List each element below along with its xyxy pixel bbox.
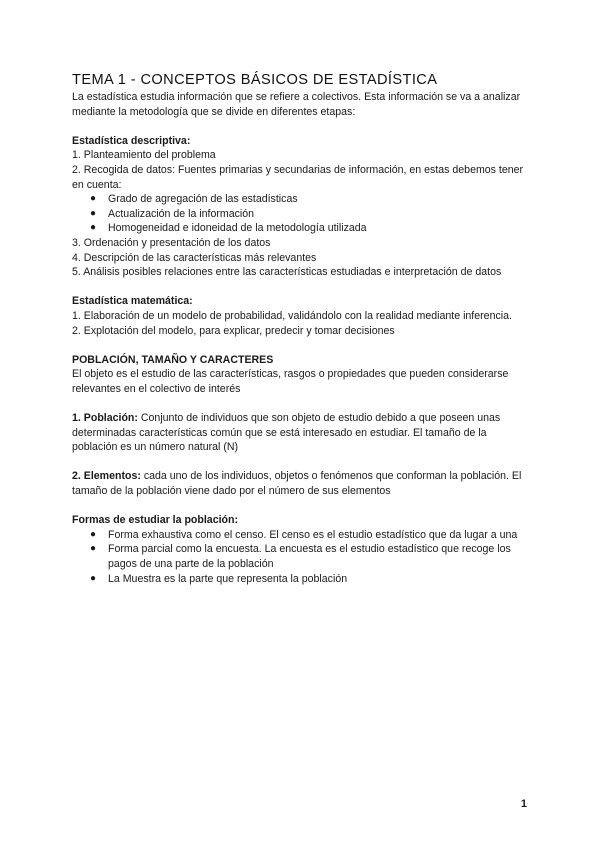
page-number: 1 <box>520 798 527 810</box>
list-item <box>90 572 534 587</box>
list-item-text: Actualización de la información <box>108 207 255 220</box>
formas-bullet-list <box>72 528 534 586</box>
poblacion-heading: POBLACIÓN, TAMAÑO Y CARACTERES <box>72 353 274 366</box>
bullet-icon: ● <box>90 543 97 555</box>
bullet-icon: ● <box>90 222 97 234</box>
list-item-text: Homogeneidad e idoneidad de la metodología utilizada <box>108 222 367 235</box>
document-page <box>72 70 534 586</box>
list-item-text: La Muestra es la parte que representa la población <box>108 572 348 585</box>
descriptiva-item-5: 5. Análisis posibles relaciones entre las características estudiadas e interpretación de datos <box>72 266 502 279</box>
matematica-heading: Estadística matemática: <box>72 295 193 308</box>
elementos-definition <box>72 469 534 498</box>
list-item <box>90 192 534 207</box>
bullet-icon: ● <box>90 572 97 584</box>
list-item <box>90 528 534 543</box>
document-title: TEMA 1 - CONCEPTOS BÁSICOS DE ESTADÍSTICA <box>72 72 438 88</box>
descriptiva-item-3: 3. Ordenación y presentación de los datos <box>72 236 271 249</box>
list-item <box>90 542 534 571</box>
bullet-icon: ● <box>90 193 97 205</box>
list-item-text: Forma parcial como la encuesta. La encuesta es el estudio estadístico que recoge los pagos de una parte de la población <box>108 543 511 570</box>
descriptiva-item-2: 2. Recogida de datos: Fuentes primarias y secundarias de información, en estas debemos tener en cuenta: <box>72 163 524 191</box>
list-item <box>90 207 534 222</box>
bullet-icon: ● <box>90 207 97 219</box>
elementos-definition-text: cada uno de los individuos, objetos o fenómenos que conforman la población. El tamaño de la población viene dado por el número de sus elementos <box>72 470 522 498</box>
list-item <box>90 221 534 236</box>
poblacion-definition-label: 1. Población: <box>72 412 138 425</box>
list-item-text: Forma exhaustiva como el censo. El censo es el estudio estadístico que da lugar a una <box>108 528 518 541</box>
bullet-icon: ● <box>90 528 97 540</box>
intro-paragraph: La estadística estudia información que se refiere a colectivos. Esta información se va a analizar mediante la metodología que se divide en diferentes etapas: <box>72 91 521 118</box>
formas-heading: Formas de estudiar la población: <box>72 514 239 527</box>
matematica-item-2: 2. Explotación del modelo, para explicar, predecir y tomar decisiones <box>72 324 395 337</box>
descriptiva-heading: Estadística descriptiva: <box>72 134 191 147</box>
elementos-definition-label: 2. Elementos: <box>72 470 141 483</box>
list-item-text: Grado de agregación de las estadísticas <box>108 193 298 206</box>
descriptiva-item-4: 4. Descripción de las características más relevantes <box>72 251 317 264</box>
descriptiva-bullet-list <box>72 192 534 236</box>
matematica-item-1: 1. Elaboración de un modelo de probabilidad, validándolo con la realidad mediante inferencia. <box>72 309 512 322</box>
descriptiva-item-1: 1. Planteamiento del problema <box>72 149 216 162</box>
poblacion-definition <box>72 411 534 455</box>
poblacion-intro: El objeto es el estudio de las características, rasgos o propiedades que pueden considerarse relevantes en el colectivo de interés <box>72 368 509 395</box>
poblacion-definition-text: Conjunto de individuos que son objeto de estudio debido a que poseen unas determinadas características común que se está interesado en estudiar. El tamaño de la población es un número natural (N) <box>72 412 501 454</box>
